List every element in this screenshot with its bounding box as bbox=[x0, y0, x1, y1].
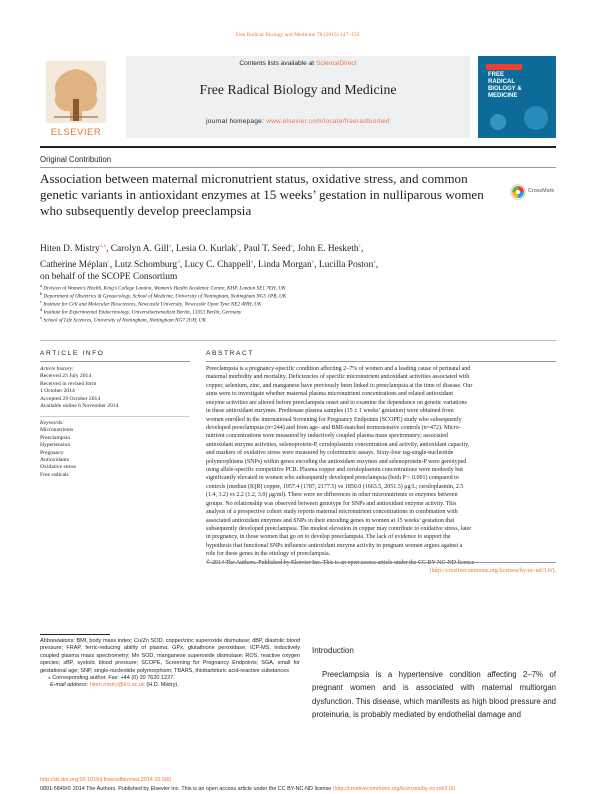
author[interactable] bbox=[40, 260, 115, 270]
homepage-prefix: journal homepage: bbox=[206, 118, 267, 125]
article-history bbox=[40, 366, 190, 410]
email-label: E-mail address: bbox=[50, 682, 90, 689]
contents-box bbox=[126, 56, 470, 138]
abstract-line: polymorphisms (SNPs) within genes encoding the antioxidant enzymes and selenoprotein-P were genotyped bbox=[206, 458, 467, 465]
abstract-line: women enrolled in the international Screening for Pregnancy Endpoints (SCOPE) study who subsequently bbox=[206, 416, 462, 423]
contents-line bbox=[126, 60, 470, 67]
affiliation-d: $^d$ Institute for Experimental Endocrinology, Universitaetsmedizin Berlin, 13353 Berlin, Germany bbox=[40, 307, 242, 316]
cover-title-line: MEDICINE bbox=[488, 93, 518, 99]
history-line: Received 23 July 2014 bbox=[40, 373, 92, 380]
author-separator: , bbox=[253, 259, 259, 270]
corresponding-author: ⁎ Corresponding author. Fax: +44 (0) 20 7620 1227. bbox=[48, 675, 175, 682]
copyright-line bbox=[40, 786, 560, 792]
author-separator: , bbox=[375, 259, 379, 270]
history-label: Article history: bbox=[40, 366, 75, 372]
affiliation-c: $^c$ Institute for Cell and Molecular Biosciences, Newcastle University, Newcastle Upon Tyne NE2 4HH, UK bbox=[40, 299, 262, 308]
section-separator bbox=[40, 340, 556, 341]
affiliation-a: $^a$ Division of Women’s Health, King’s College London, Women’s Health Academic Centre, KHP, London SE1 7EH, UK bbox=[40, 283, 286, 292]
author-affiliation-mark: b bbox=[236, 243, 239, 249]
cover-title-line: RADICAL bbox=[488, 79, 515, 85]
footnote-rule bbox=[40, 634, 110, 635]
author-affiliation-mark: c bbox=[358, 243, 361, 249]
author-name: Hiten D. Mistry bbox=[40, 244, 100, 255]
history-line: Received in revised form bbox=[40, 380, 97, 387]
cover-title bbox=[488, 72, 522, 100]
abstract-line: maternal morbidity and mortality. Deficiencies of specific micronutrient antioxidant activities associated with bbox=[206, 374, 470, 381]
footnotes bbox=[40, 638, 300, 690]
abbreviations bbox=[40, 638, 300, 675]
sciencedirect-link[interactable]: ScienceDirect bbox=[315, 60, 357, 67]
author[interactable] bbox=[111, 244, 176, 254]
author-separator: , bbox=[179, 259, 185, 270]
abstract-line: analysis of a prospective cohort study reports maternal micronutrient concentrations in combination with bbox=[206, 509, 458, 516]
author-affiliation-mark: a bbox=[290, 243, 293, 249]
email-suffix: (H.D. Mistry). bbox=[144, 682, 179, 689]
abstract-license-link[interactable]: (http://creativecommons.org/licenses/by-nc-nd/3.0/). bbox=[429, 568, 556, 575]
author[interactable] bbox=[176, 244, 244, 254]
doi-link[interactable]: http://dx.doi.org/10.1016/j.freeradbiomed.2014.10.580 bbox=[40, 777, 172, 783]
author-name: Catherine Méplan bbox=[40, 259, 108, 270]
keywords-rule bbox=[40, 416, 190, 417]
journal-homepage bbox=[126, 118, 470, 125]
elsevier-logo bbox=[40, 59, 112, 141]
article-type: Original Contribution bbox=[40, 155, 112, 164]
abstract-line: in these antioxidant enzymes. Prediesase plasma samples (15 ± 1 weeks’ gestation) were obtained from bbox=[206, 408, 454, 415]
author-affiliation-mark: a,⁎ bbox=[99, 243, 107, 249]
author-separator: , bbox=[106, 244, 111, 255]
author-affiliation-mark: a bbox=[250, 258, 254, 265]
copyright-text: 0891-5849/© 2014 The Authors. Published by Elsevier Inc. This is an open access article under the CC BY-NC-ND license bbox=[40, 786, 333, 792]
author-separator: , bbox=[360, 244, 364, 255]
author-name: Linda Morgan bbox=[258, 259, 312, 270]
abstract-rule bbox=[206, 361, 556, 362]
author[interactable] bbox=[258, 260, 319, 270]
keywords-label: Keywords: bbox=[40, 420, 65, 426]
author-list bbox=[40, 240, 555, 284]
crossmark-badge[interactable] bbox=[510, 180, 556, 204]
author-name: Lesia O. Kurlak bbox=[175, 244, 237, 255]
author-affiliation-mark: a bbox=[373, 258, 376, 265]
crossmark-icon bbox=[510, 184, 526, 200]
author[interactable] bbox=[185, 260, 259, 270]
abstract-line: associated antioxidant enzymes and SNPs in their encoding genes in women at 15 weeks’ gestation that bbox=[206, 517, 455, 524]
affiliation-b: $^b$ Department of Obstetrics & Gynaecology, School of Medicine, University of Nottingham, Nottingham NG5 1PB, UK bbox=[40, 291, 287, 300]
abstract-line: (1.4, 3.2) vs 2.2 (1.2, 3.0) μg/ml). There were no differences in other micronutrients or enzymes between bbox=[206, 492, 458, 499]
article-info-rule bbox=[40, 361, 190, 362]
affiliation-e: $^e$ School of Life Sciences, University of Nottingham, Nottingham NG7 2UH, UK bbox=[40, 315, 206, 324]
abbreviations-label: Abbreviations: bbox=[40, 638, 75, 644]
author-affiliation-mark: e bbox=[311, 258, 315, 265]
author[interactable] bbox=[115, 260, 185, 270]
abstract-line: using allele-specific competitive PCR. Plasma copper and ceruloplasmin concentrations were modestly but bbox=[206, 467, 463, 474]
keyword: Micronutrients bbox=[40, 427, 74, 434]
abstract-line: role for these genes in the etiology of preeclampsia. bbox=[206, 551, 331, 558]
author-name: Lucy C. Chappell bbox=[184, 259, 251, 270]
abstract-body bbox=[206, 365, 556, 576]
keywords bbox=[40, 420, 190, 479]
author-separator: , bbox=[238, 244, 244, 255]
author-name: Lutz Schomburg bbox=[114, 259, 178, 270]
crossmark-label: CrossMark bbox=[528, 188, 555, 194]
keyword: Free radicals bbox=[40, 471, 69, 478]
introduction-text: Preeclampsia is a hypertensive condition affecting 2–7% of pregnant women and is associated with maternal multiorgan dysfunction. This disease, which manifests as high blood pressure and proteinuria, is probably mediated by endothelial damage and bbox=[312, 670, 556, 719]
author-affiliation-mark: a bbox=[168, 243, 172, 249]
history-line: Accepted 29 October 2014 bbox=[40, 395, 101, 402]
author-name: Lucilla Poston bbox=[318, 259, 374, 270]
abstract-line: antioxidant enzyme activities, selenoprotein-P, ceruloplasmin concentration and activity, antioxidant capacity, bbox=[206, 441, 470, 448]
license-link[interactable]: (http://creativecommons.org/licenses/by-nc-nd/3.0/). bbox=[332, 786, 457, 792]
type-rule bbox=[40, 167, 556, 168]
keyword: Antioxidants bbox=[40, 457, 69, 464]
article-title: Association between maternal micronutrient status, oxidative stress, and common genetic variants in antioxidant enzymes at 15 weeks’ gestation in nulliparous women who subsequently develop preeclampsia bbox=[40, 171, 484, 218]
abstract-license-line bbox=[206, 567, 556, 575]
abstract-line: aims were to investigate whether maternal plasma micronutrient concentrations and related antioxidant bbox=[206, 391, 454, 398]
abstract-line: copper, selenium, zinc, and manganese have previously been linked to preeclampsia at the time of disease. Our bbox=[206, 382, 473, 389]
journal-cover bbox=[478, 56, 556, 138]
author-name: Paul T. Seed bbox=[243, 244, 291, 255]
contents-prefix: Contents lists available at bbox=[239, 60, 316, 67]
elsevier-wordmark: ELSEVIER bbox=[50, 127, 102, 138]
abstract-line: in pregnancy, in those women that go on to develop preeclampsia. The lack of evidence to support the bbox=[206, 534, 451, 541]
abstract-line: enzyme activities are altered before preeclampsia onset and to examine the dependence on genetic variations bbox=[206, 399, 467, 406]
keyword: Pregnancy bbox=[40, 449, 64, 456]
cover-title-line: FREE bbox=[488, 72, 505, 78]
author[interactable] bbox=[297, 244, 363, 254]
abstract-line: nutrient concentrations were measured by inductively coupled plasma mass spectrometry; associated bbox=[206, 433, 448, 440]
history-line: 1 October 2014 bbox=[40, 388, 75, 395]
journal-name: Free Radical Biology and Medicine bbox=[199, 82, 397, 97]
abstract-line: subsequently developed preeclampsia. The modest elevation in copper may contribute to oxidative stress, later bbox=[206, 526, 472, 533]
consortium: on behalf of the SCOPE Consortium bbox=[40, 272, 178, 283]
abstract-heading: ABSTRACT bbox=[206, 350, 254, 357]
keyword: Oxidative stress bbox=[40, 464, 76, 471]
abstract-line: hypothesis that functional SNPs influence antioxidant enzyme activity in pregnant women argues against a bbox=[206, 542, 463, 549]
author[interactable] bbox=[243, 244, 297, 254]
author[interactable] bbox=[319, 260, 378, 270]
keyword: Preeclampsia bbox=[40, 434, 70, 441]
abstract-line: controls (median (IQR) copper, 1957.4 (1787, 2177.5) vs 1850.0 (1663.5, 2051.5) μg/L; ceruloplasmin, 2.5 bbox=[206, 483, 464, 490]
author-affiliation-mark: d bbox=[177, 258, 180, 265]
cover-title-line: BIOLOGY & bbox=[488, 86, 522, 92]
article-info-heading: ARTICLE INFO bbox=[40, 350, 105, 357]
email-link[interactable]: hiten.mistry@kcl.ac.uk bbox=[89, 682, 145, 689]
abstract-line: significantly elevated in women who subsequently developed preeclampsia (both P < 0.001) compared to bbox=[206, 475, 459, 482]
abbreviations-text: BMI, body mass index; Cu/Zn SOD, copper/zinc superoxide dismutase; dBP, diastolic blood pressure; FRAP, ferric-reducing ability of plasma; GPx, glutathione peroxidase; ICP-MS, inductively coupled plasma mass spectrometry; Mn SOD, manganese superoxide dismutase; ROS, reactive oxygen species; sBP, systolic blood pressure; SCOPE, Screening for Pregnancy Endpoints; SGA, small for gestational age; SNP, single-nucleotide polymorphism; TBARS, thiobarbituric acid-reactive substances bbox=[40, 638, 300, 674]
email-line bbox=[40, 682, 300, 689]
author[interactable] bbox=[40, 244, 111, 254]
author-name: Carolyn A. Gill bbox=[110, 244, 169, 255]
author-name: John E. Hesketh bbox=[297, 244, 359, 255]
keyword: Hypertension bbox=[40, 442, 71, 449]
author-affiliation-mark: c bbox=[107, 258, 110, 265]
introduction-heading: Introduction bbox=[312, 646, 354, 655]
abstract-line: developed preeclampsia (n=244) and from age- and BMI-matched normotensive controls (n=472). Micro- bbox=[206, 424, 461, 431]
abstract-line: groups. No relationship was observed between genotype for SNPs and antioxidant enzyme activity. This bbox=[206, 500, 457, 507]
author-separator: , bbox=[292, 244, 298, 255]
author-separator: , bbox=[314, 259, 319, 270]
author-separator: , bbox=[109, 259, 115, 270]
abstract-bottom-rule bbox=[206, 562, 556, 563]
abstract-line: Preeclampsia is a pregnancy-specific condition affecting 2–7% of women and a leading cause of perinatal and bbox=[206, 366, 471, 372]
journal-header bbox=[40, 56, 556, 142]
abstract-line: and markers of oxidative stress were measured by colorimetric assays. Sixty-four tag-single-nucleotide bbox=[206, 450, 454, 457]
history-line: Available online 6 November 2014 bbox=[40, 403, 119, 410]
author-separator: , bbox=[171, 244, 176, 255]
journal-citation: Free Radical Biology and Medicine 78 (2015) 147–155 bbox=[235, 32, 360, 38]
header-rule bbox=[40, 146, 556, 148]
homepage-link[interactable]: www.elsevier.com/locate/freeradbiomed bbox=[266, 118, 390, 125]
